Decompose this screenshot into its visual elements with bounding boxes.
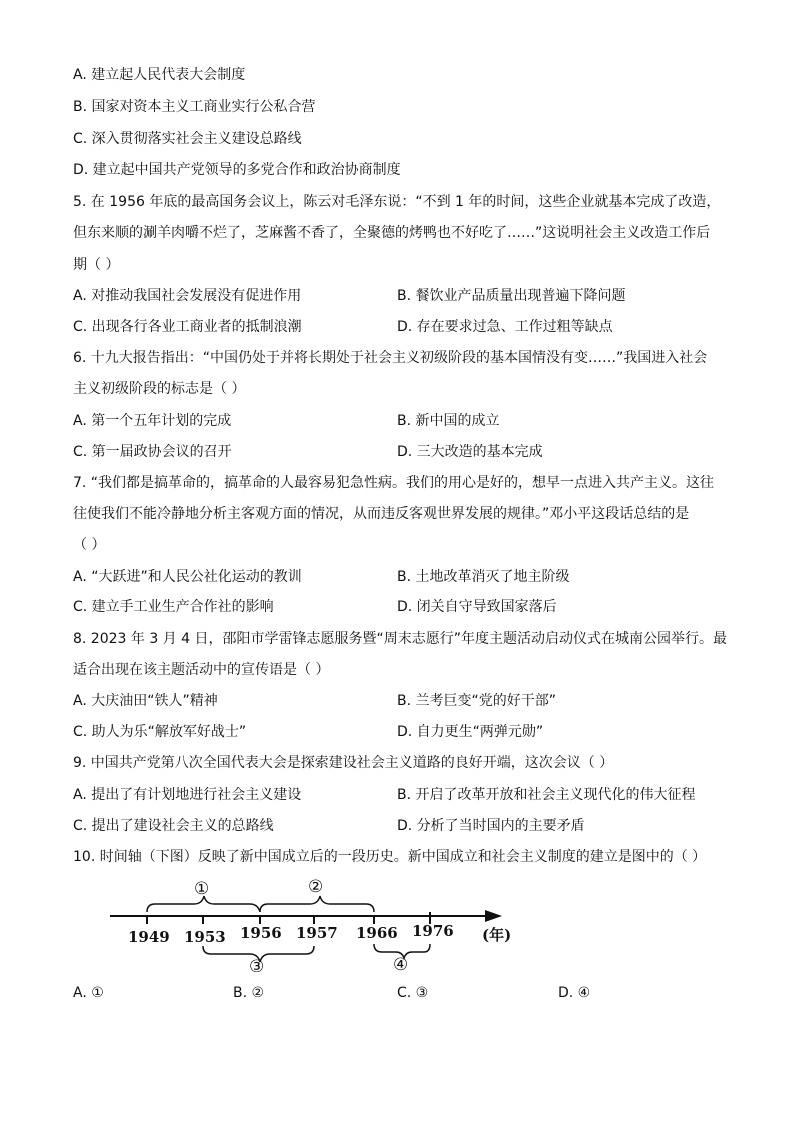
year-1957: 1957: [296, 924, 338, 942]
q7-stem-line-3: （ ）: [73, 537, 106, 553]
q10-option-a: A. ①: [73, 985, 104, 1001]
q7-option-c: C. 建立手工业生产合作社的影响: [73, 599, 274, 615]
q5-stem-line-3: 期（ ）: [73, 257, 120, 273]
q7-option-a: A. “大跃进”和人民公社化运动的教训: [73, 569, 302, 585]
q8-option-b: B. 兰考巨变“党的好干部”: [397, 693, 557, 709]
segment-label-1: ①: [194, 879, 210, 899]
q8-stem-line-2: 适合出现在该主题活动中的宣传语是（ ）: [73, 662, 330, 678]
brace-segment-2: [260, 896, 374, 912]
segment-label-2: ②: [308, 877, 324, 897]
timeline-arrowhead: [485, 910, 502, 922]
q4-option-c: C. 深入贯彻落实社会主义建设总路线: [73, 131, 302, 147]
q8-option-c: C. 助人为乐“解放军好战士”: [73, 724, 247, 740]
q5-stem-line-1: 5. 在 1956 年底的最高国务会议上，陈云对毛泽东说：“不到 1 年的时间，这些企业就基本完成了改造，: [73, 194, 721, 210]
q6-stem-line-1: 6. 十九大报告指出：“中国仍处于并将长期处于社会主义初级阶段的基本国情没有变……”我国进入社会: [73, 350, 708, 366]
q10-stem-line-1: 10. 时间轴（下图）反映了新中国成立后的一段历史。新中国成立和社会主义制度的建立是图中的（ ）: [73, 849, 707, 865]
q8-option-d: D. 自力更生“两弹元勋”: [397, 724, 544, 740]
q5-option-d: D. 存在要求过急、工作过粗等缺点: [397, 319, 613, 335]
q6-option-d: D. 三大改造的基本完成: [397, 444, 543, 460]
q6-option-b: B. 新中国的成立: [397, 413, 500, 429]
q8-option-a: A. 大庆油田“铁人”精神: [73, 693, 218, 709]
q4-option-a: A. 建立起人民代表大会制度: [73, 67, 246, 83]
q10-option-b: B. ②: [233, 985, 265, 1001]
q9-option-b: B. 开启了改革开放和社会主义现代化的伟大征程: [397, 787, 696, 803]
q10-option-c: C. ③: [397, 985, 429, 1001]
timeline-figure: [110, 872, 530, 972]
q6-option-c: C. 第一届政协会议的召开: [73, 444, 232, 460]
q8-stem-line-1: 8. 2023 年 3 月 4 日，邵阳市学雷锋志愿服务暨“周末志愿行”年度主题活动启动仪式在城南公园举行。最: [73, 631, 728, 647]
q6-option-a: A. 第一个五年计划的完成: [73, 413, 232, 429]
year-1966: 1966: [356, 924, 398, 942]
q7-option-b: B. 土地改革消灭了地主阶级: [397, 569, 570, 585]
segment-label-4: ④: [393, 955, 409, 972]
year-1949: 1949: [128, 928, 170, 946]
q6-stem-line-2: 主义初级阶段的标志是（ ）: [73, 381, 246, 397]
year-1953: 1953: [184, 928, 226, 946]
q5-option-b: B. 餐饮业产品质量出现普遍下降问题: [397, 288, 626, 304]
q9-stem-line-1: 9. 中国共产党第八次全国代表大会是探索建设社会主义道路的良好开端，这次会议（ ）: [73, 755, 614, 771]
q4-option-d: D. 建立起中国共产党领导的多党合作和政治协商制度: [73, 162, 401, 178]
q9-option-d: D. 分析了当时国内的主要矛盾: [397, 818, 585, 834]
q10-option-d: D. ④: [558, 985, 591, 1001]
segment-label-3: ③: [249, 957, 265, 972]
q5-option-c: C. 出现各行各业工商业者的抵制浪潮: [73, 319, 302, 335]
q5-option-a: A. 对推动我国社会发展没有促进作用: [73, 288, 302, 304]
q7-stem-line-2: 往使我们不能冷静地分析主客观方面的情况，从而违反客观世界发展的规律。”邓小平这段话总结的是: [73, 506, 690, 522]
q7-option-d: D. 闭关自守导致国家落后: [397, 599, 557, 615]
q7-stem-line-1: 7. “我们都是搞革命的，搞革命的人最容易犯急性病。我们的用心是好的，想早一点进入共产主义。这往: [73, 475, 715, 491]
year-1976: 1976: [412, 922, 454, 940]
q9-option-a: A. 提出了有计划地进行社会主义建设: [73, 787, 302, 803]
year-1956: 1956: [240, 924, 282, 942]
q9-option-c: C. 提出了建设社会主义的总路线: [73, 818, 274, 834]
q5-stem-line-2: 但东来顺的涮羊肉嚼不烂了，芝麻酱不香了，全聚德的烤鸭也不好吃了……”这说明社会主义改造工作后: [73, 225, 711, 241]
q4-option-b: B. 国家对资本主义工商业实行公私合营: [73, 99, 316, 115]
unit-label: (年): [482, 926, 512, 944]
